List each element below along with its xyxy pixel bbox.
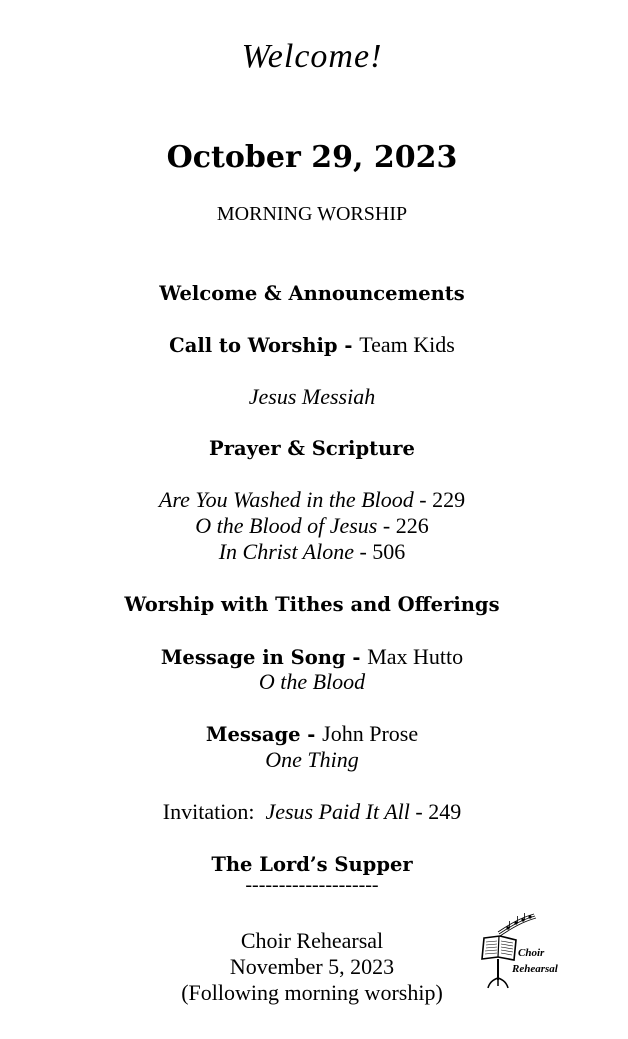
- tithes-offerings-label: Worship with Tithes and Offerings: [124, 593, 500, 616]
- message-in-song-separator: -: [345, 646, 368, 669]
- message-label: Message: [205, 723, 301, 746]
- hymn-separator: -: [377, 513, 396, 538]
- message-separator: -: [300, 723, 323, 746]
- hymn-number: 506: [372, 539, 406, 564]
- message-in-song-label: Message in Song: [160, 646, 346, 669]
- hymn-item: [0, 539, 624, 565]
- tithes-offerings: [0, 591, 624, 617]
- message: [0, 721, 624, 747]
- service-name: MORNING WORSHIP: [216, 203, 408, 225]
- invitation-separator: -: [409, 799, 429, 824]
- call-to-worship-separator: -: [337, 334, 360, 357]
- prayer-scripture: [0, 435, 624, 461]
- hymn-number: 226: [395, 513, 429, 538]
- section-divider: --------------------: [245, 874, 379, 896]
- invitation: [0, 799, 624, 825]
- invitation-number: 249: [428, 799, 462, 824]
- welcome-announcements-label: Welcome & Announcements: [159, 282, 465, 305]
- prayer-scripture-label: Prayer & Scripture: [209, 437, 415, 460]
- choir-rehearsal-date: November 5, 2023: [229, 954, 395, 979]
- invitation-label: Invitation:: [162, 799, 255, 824]
- choir-rehearsal-logo: [478, 910, 578, 990]
- hymn-title: Are You Washed in the Blood: [158, 487, 414, 512]
- invitation-song: Jesus Paid It All: [265, 799, 410, 824]
- logo-text-line2: Rehearsal: [512, 963, 558, 975]
- welcome-announcements: [0, 280, 624, 306]
- music-stand-icon: [478, 910, 578, 990]
- hymn-title: O the Blood of Jesus: [195, 513, 378, 538]
- hymn-item: [0, 513, 624, 539]
- call-to-worship: [0, 332, 624, 358]
- hymn-item: [0, 487, 624, 513]
- message-in-song-title: O the Blood: [258, 669, 366, 694]
- message-in-song: [0, 644, 624, 670]
- call-to-worship-song: Jesus Messiah: [248, 384, 376, 409]
- hymn-title: In Christ Alone: [218, 539, 354, 564]
- call-to-worship-label: Call to Worship: [169, 334, 338, 357]
- service-date: October 29, 2023: [166, 140, 458, 175]
- choir-rehearsal-note: (Following morning worship): [181, 980, 443, 1005]
- message-title: One Thing: [265, 747, 359, 772]
- message-in-song-performer: Max Hutto: [367, 644, 464, 669]
- welcome-heading: Welcome!: [241, 38, 383, 75]
- message-speaker: John Prose: [322, 721, 419, 746]
- hymn-number: 229: [432, 487, 466, 512]
- hymn-separator: -: [413, 487, 433, 512]
- hymn-separator: -: [353, 539, 373, 564]
- choir-rehearsal-title: Choir Rehearsal: [240, 928, 384, 953]
- logo-text-line1: Choir: [518, 947, 545, 959]
- call-to-worship-leader: Team Kids: [359, 332, 455, 357]
- lords-supper-label: The Lord’s Supper: [211, 853, 413, 876]
